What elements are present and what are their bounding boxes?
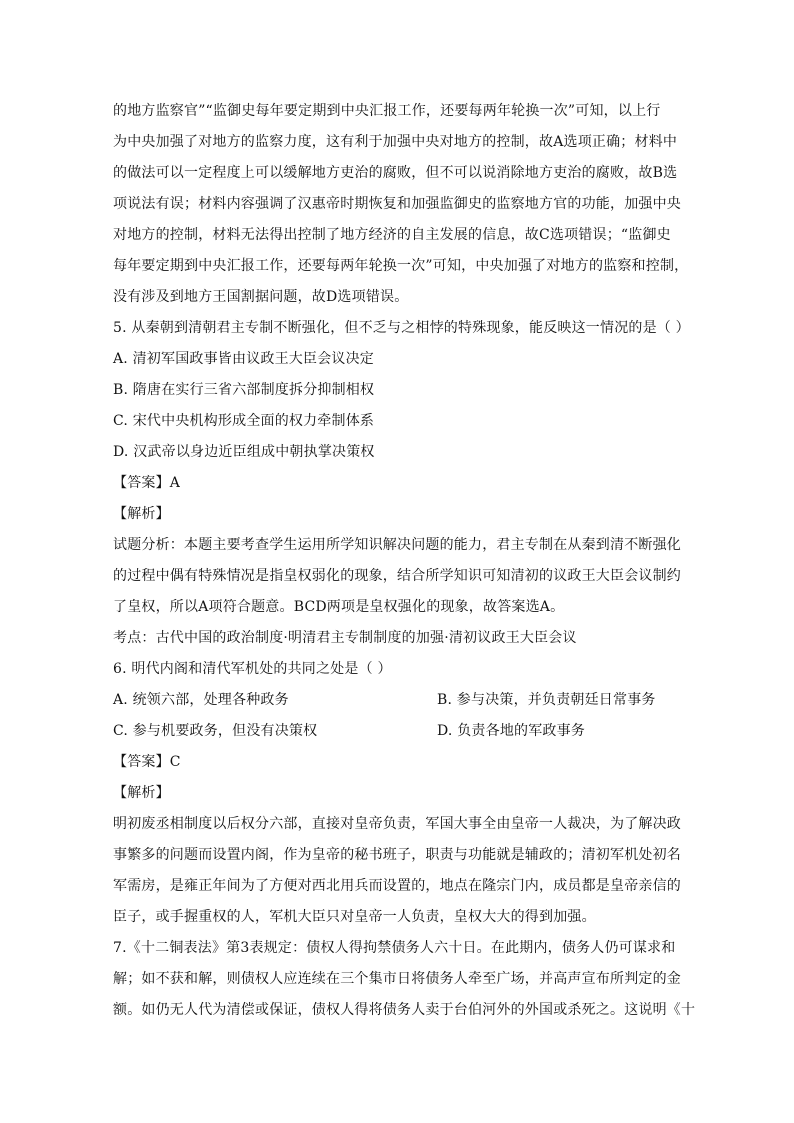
text-line: 为中央加强了对地方的监察力度，这有利于加强中央对地方的控制，故A选项正确；材料中: [113, 134, 678, 150]
question-7: [113, 933, 696, 1026]
question-5: [113, 313, 690, 654]
question-6: [113, 654, 683, 933]
option-d: D. 负责各地的军政事务: [437, 723, 586, 739]
question-stem-line: 7.《十二铜表法》第3表规定：债权人得拘禁债务人六十日。在此期内，债务人仍可谋求和: [113, 940, 676, 956]
option-b: B. 参与决策，并负责朝廷日常事务: [437, 692, 656, 708]
option-b: B. 隋唐在实行三省六部制度拆分抑制相权: [113, 382, 375, 398]
analysis-line: 军需房，是雍正年间为了方便对西北用兵而设置的，地点在隆宗门内，成员都是皇帝亲信的: [113, 878, 681, 894]
option-a: A. 统领六部，处理各种政务: [113, 692, 289, 708]
answer-label: 【答案】C: [113, 754, 181, 770]
text-line: 的地方监察官”“监御史每年要定期到中央汇报工作，还要每两年轮换一次”可知，以上行: [113, 103, 661, 119]
option-d: D. 汉武帝以身边近臣组成中朝执掌决策权: [113, 444, 375, 460]
q4-analysis-continued: [113, 96, 689, 313]
text-line: 每年要定期到中央汇报工作，还要每两年轮换一次”可知，中央加强了对地方的监察和控制，: [113, 258, 689, 274]
analysis-line: 事繁多的问题而设置内阁，作为皇帝的秘书班子，职责与功能就是辅政的；清初军机处初名: [113, 847, 681, 863]
question-stem: 6. 明代内阁和清代军机处的共同之处是（ ）: [113, 661, 392, 677]
text-line: 项说法有误；材料内容强调了汉惠帝时期恢复和加强监御史的监察地方官的功能，加强中央: [113, 196, 681, 212]
analysis-title: 【解析】: [113, 785, 170, 801]
analysis-line: 明初废丞相制度以后权分六部，直接对皇帝负责，军国大事全由皇帝一人裁决，为了解决政: [113, 816, 681, 832]
text-line: 的做法可以一定程度上可以缓解地方吏治的腐败，但不可以说消除地方吏治的腐败，故B选: [113, 165, 678, 181]
options-row: [113, 716, 683, 747]
option-a: A. 清初军国政事皆由议政王大臣会议决定: [113, 351, 375, 367]
question-stem: 5. 从秦朝到清朝君主专制不断强化，但不乏与之相悖的特殊现象，能反映这一情况的是（ ）: [113, 320, 690, 336]
answer-label: 【答案】A: [113, 475, 181, 491]
options-row: [113, 685, 683, 716]
document-page: [113, 96, 696, 1026]
option-c: C. 参与机要政务，但没有决策权: [113, 723, 318, 739]
option-c: C. 宋代中央机构形成全面的权力牵制体系: [113, 413, 375, 429]
analysis-title: 【解析】: [113, 506, 170, 522]
analysis-line: 试题分析：本题主要考查学生运用所学知识解决问题的能力，君主专制在从秦到清不断强化: [113, 537, 681, 553]
question-stem-line: 额。如仍无人代为清偿或保证，债权人得将债务人卖于台伯河外的外国或杀死之。这说明《十: [113, 1002, 696, 1018]
text-line: 没有涉及到地方王国割据问题，故D选项错误。: [113, 289, 409, 305]
key-point-line: 考点：古代中国的政治制度·明清君主专制制度的加强·清初议政王大臣会议: [113, 630, 577, 646]
analysis-line: 了皇权，所以A项符合题意。BCD两项是皇权强化的现象，故答案选A。: [113, 599, 565, 615]
text-line: 对地方的控制，材料无法得出控制了地方经济的自主发展的信息，故C选项错误；“监御史: [113, 227, 671, 243]
analysis-line: 的过程中偶有特殊情况是指皇权弱化的现象，结合所学知识可知清初的议政王大臣会议制约: [113, 568, 681, 584]
question-stem-line: 解；如不获和解，则债权人应连续在三个集市日将债务人牵至广场，并高声宣布所判定的金: [113, 971, 681, 987]
analysis-line: 臣子，或手握重权的人，军机大臣只对皇帝一人负责，皇权大大的得到加强。: [113, 909, 596, 925]
